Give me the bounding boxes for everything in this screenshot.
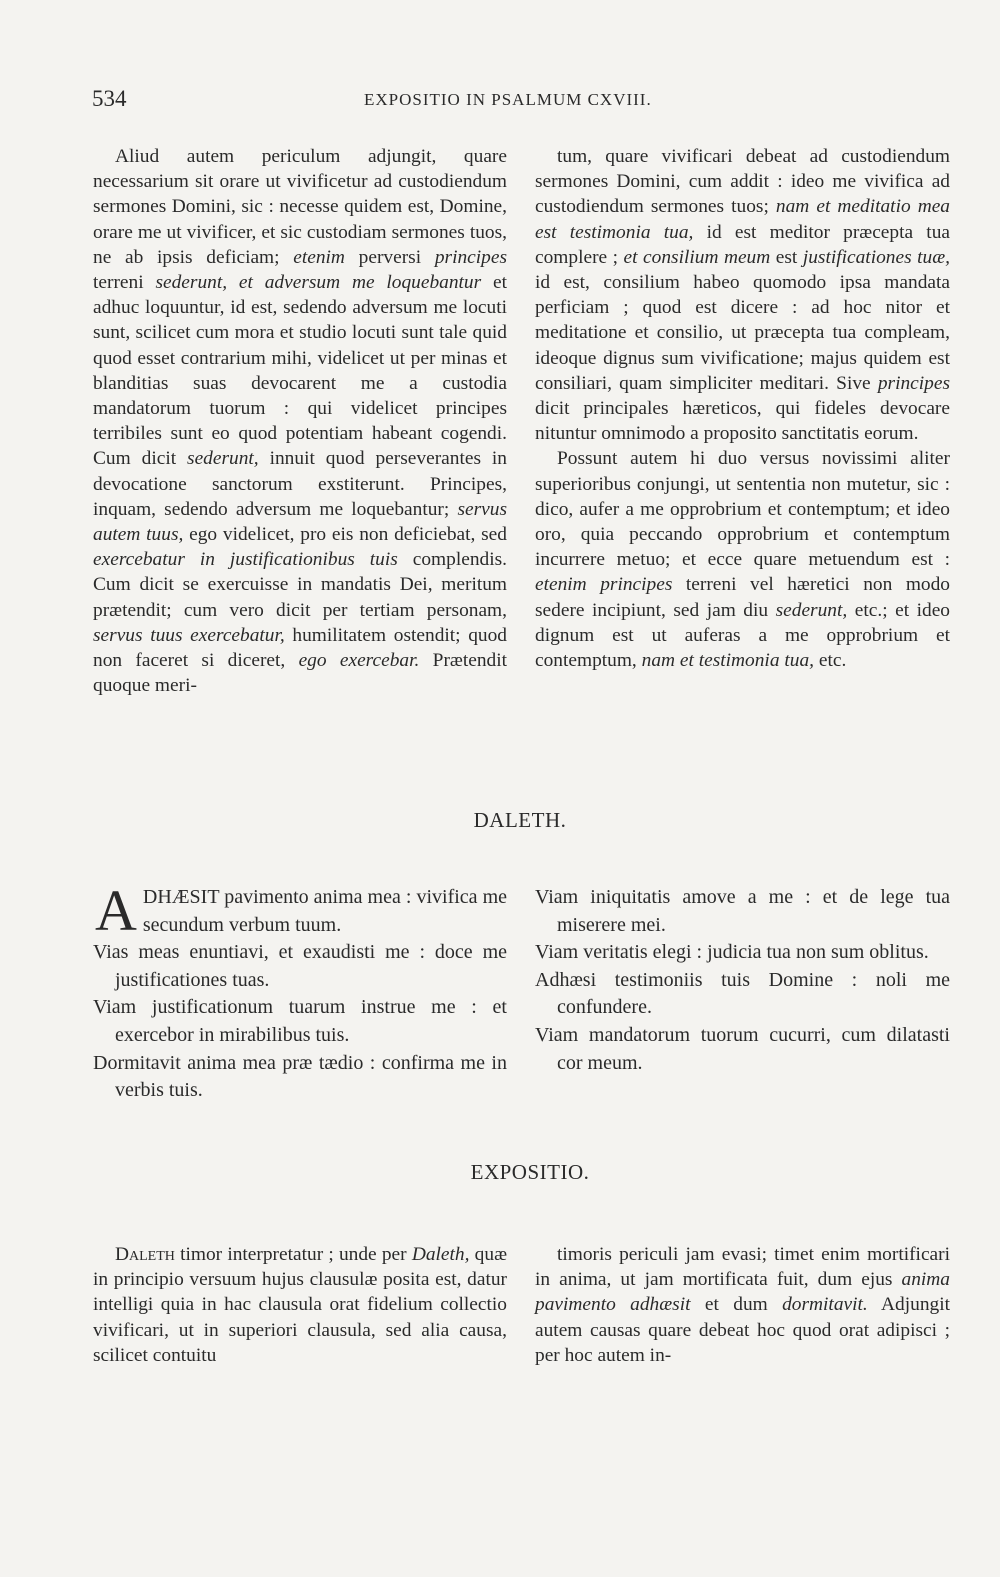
italic-text-run: exercebatur in justificationibus tuis xyxy=(93,549,398,571)
verse-first-word: DHÆSIT xyxy=(142,886,220,908)
paragraph xyxy=(535,446,950,673)
italic-text-run: servus tuus exercebatur, xyxy=(93,624,285,646)
text-run: etc. xyxy=(814,650,847,672)
italic-text-run: principes xyxy=(877,372,950,394)
text-run: perversi xyxy=(344,246,435,268)
text-run: Possunt autem hi duo versus novissimi aliter superioribus conjungi, ut sententia non mutetur, sic : dico, aufer a me opprobrium et contemptum; et ideo oro, quia peccando opprobrium et contemptum incurrere metuo; et ecce quare metuendum est : xyxy=(535,448,950,571)
text-run: Prætendit quoque meri- xyxy=(93,650,507,697)
italic-text-run: anima pavimento adhæsit xyxy=(535,1269,950,1316)
text-run: et dum xyxy=(690,1294,783,1316)
section-title-expositio: EXPOSITIO. xyxy=(470,1160,590,1184)
italic-text-run: justificationes tuæ, xyxy=(802,246,950,268)
verse-text: pavimento anima mea : vivifica me secundum verbum tuum. xyxy=(142,886,508,936)
text-run: timoris periculi jam evasi; timet enim mortificari in anima, ut jam mortificata fuit, dum ejus xyxy=(535,1244,950,1291)
text-run: Daleth xyxy=(115,1244,175,1265)
paragraph xyxy=(93,1242,507,1368)
verse-paragraph: Viam veritatis elegi : judicia tua non sum oblitus. xyxy=(535,941,929,964)
italic-text-run: servus autem tuus, xyxy=(93,498,507,546)
text-run: complendis. Cum dicit se exercuisse in mandatis Dei, meritum prætendit; cum vero dicit per tertiam personam, xyxy=(93,549,507,621)
text-run: id est meditor præcepta tua complere ; xyxy=(535,221,950,268)
italic-text-run: sederunt, xyxy=(187,448,259,470)
verse-paragraph: Viam justificationum tuarum instrue me : et exercebor in mirabilibus tuis. xyxy=(93,996,507,1046)
italic-text-run: et consilium meum xyxy=(623,246,771,268)
text-run: terreni xyxy=(93,272,156,294)
verse-paragraph: Viam mandatorum tuorum cucurri, cum dilatasti cor meum. xyxy=(535,1023,950,1074)
italic-text-run: nam et meditatio mea est testimonia tua, xyxy=(535,196,951,243)
text-run: tum, quare vivificari debeat ad custodiendum sermones Domini, cum addit : ideo me vivifica ad custodiendum sermones tuos; xyxy=(535,146,950,218)
verse-paragraph: Viam iniquitatis amove a me : et de lege tua miserere mei. xyxy=(535,886,950,936)
verses-column-left xyxy=(93,878,508,1105)
paragraph xyxy=(535,144,950,446)
italic-text-run: ego exercebar. xyxy=(298,650,420,672)
italic-text-run: sederunt, et adversum me loquebantur xyxy=(155,272,482,294)
commentary-column-right xyxy=(535,144,950,673)
section-title-daleth: DALETH. xyxy=(473,808,567,832)
text-run: terreni vel hæretici non modo sedere incipiunt, sed jam diu xyxy=(535,574,950,621)
text-run: timor interpretatur ; unde per xyxy=(174,1244,412,1265)
expositio-column-right xyxy=(535,1242,950,1368)
verses-column-right xyxy=(535,884,950,1077)
text-run: est xyxy=(770,246,803,268)
text-run: Aliud autem periculum adjungit, quare necessarium sit orare ut vivificetur ad custodiendum sermones Domini, sic : necesse quidem est, Domine, orare me ut vivificer, et sic custodiam sermones tuos, ne ab ipsis deficiam; xyxy=(93,146,507,268)
verse-paragraph: Vias meas enuntiavi, et exaudisti me : doce me justificationes tuas. xyxy=(93,941,507,991)
italic-text-run: etenim principes xyxy=(535,574,673,596)
verse-paragraph: Dormitavit anima mea præ tædio : confirma me in verbis tuis. xyxy=(93,1051,507,1102)
paragraph xyxy=(93,144,507,698)
text-run: quæ in principio versuum hujus clausulæ posita est, datur intelligi quia in hac clausula orat fidelium collectio vivificari, ut in superiori clausula, sed alia causa, scilicet contuitu xyxy=(93,1244,508,1366)
text-run: ego videlicet, pro eis non deficiebat, sed xyxy=(183,524,507,546)
verse-paragraph xyxy=(93,878,508,943)
text-run: Adjungit autem causas quare debeat hoc quod orat adipisci ; per hoc autem in- xyxy=(535,1294,951,1366)
italic-text-run: nam et testimonia tua, xyxy=(641,650,814,672)
italic-text-run: etenim xyxy=(293,246,345,268)
text-run: innuit quod perseverantes in devocatione sanctorum exstiterunt. Principes, inquam, sedendo adversum me loquebantur; xyxy=(93,448,507,520)
italic-text-run: principes xyxy=(434,246,507,268)
commentary-column-left xyxy=(93,144,507,698)
dropcap-letter: A xyxy=(95,878,137,943)
text-run: etc.; et ideo dignum est ut auferas a me opprobrium et contemptum, xyxy=(535,599,950,672)
page-header xyxy=(92,86,952,116)
text-run: et adhuc loquuntur, id est, sedendo adversum me locuti sunt, scilicet cum mora et studio locuti sunt tale quid quod esset contrarium mihi, videlicet ut per minas et blanditias suas devocarent me a custodia mandatorum tuorum : qui videlicet principes terribiles sunt eo quod potentiam habeant cogendi. Cum dicit xyxy=(93,272,508,470)
italic-text-run: dormitavit. xyxy=(782,1294,868,1316)
italic-text-run: Daleth, xyxy=(411,1244,470,1265)
italic-text-run: sederunt, xyxy=(775,599,848,621)
expositio-column-left xyxy=(93,1242,507,1368)
text-run: dicit principales hæreticos, qui fideles devocare nituntur omnimodo a proposito sanctitatis eorum. xyxy=(535,398,950,445)
paragraph xyxy=(535,1242,950,1368)
verse-paragraph: Adhæsi testimoniis tuis Domine : noli me confundere. xyxy=(535,968,950,1019)
text-run: id est, consilium habeo quomodo ipsa mandata perficiam ; quod est dicere : ad hoc nitor et meditatione et consilio, ut præcepta tua compleam, ideoque dignus sum vivificatione; majus quidem est consiliari, quam simpliciter meditari. Sive xyxy=(535,272,950,394)
text-run: humilitatem ostendit; quod non faceret si diceret, xyxy=(93,624,507,672)
running-head: EXPOSITIO IN PSALMUM CXVIII. xyxy=(364,90,652,109)
page-number: 534 xyxy=(92,86,127,111)
